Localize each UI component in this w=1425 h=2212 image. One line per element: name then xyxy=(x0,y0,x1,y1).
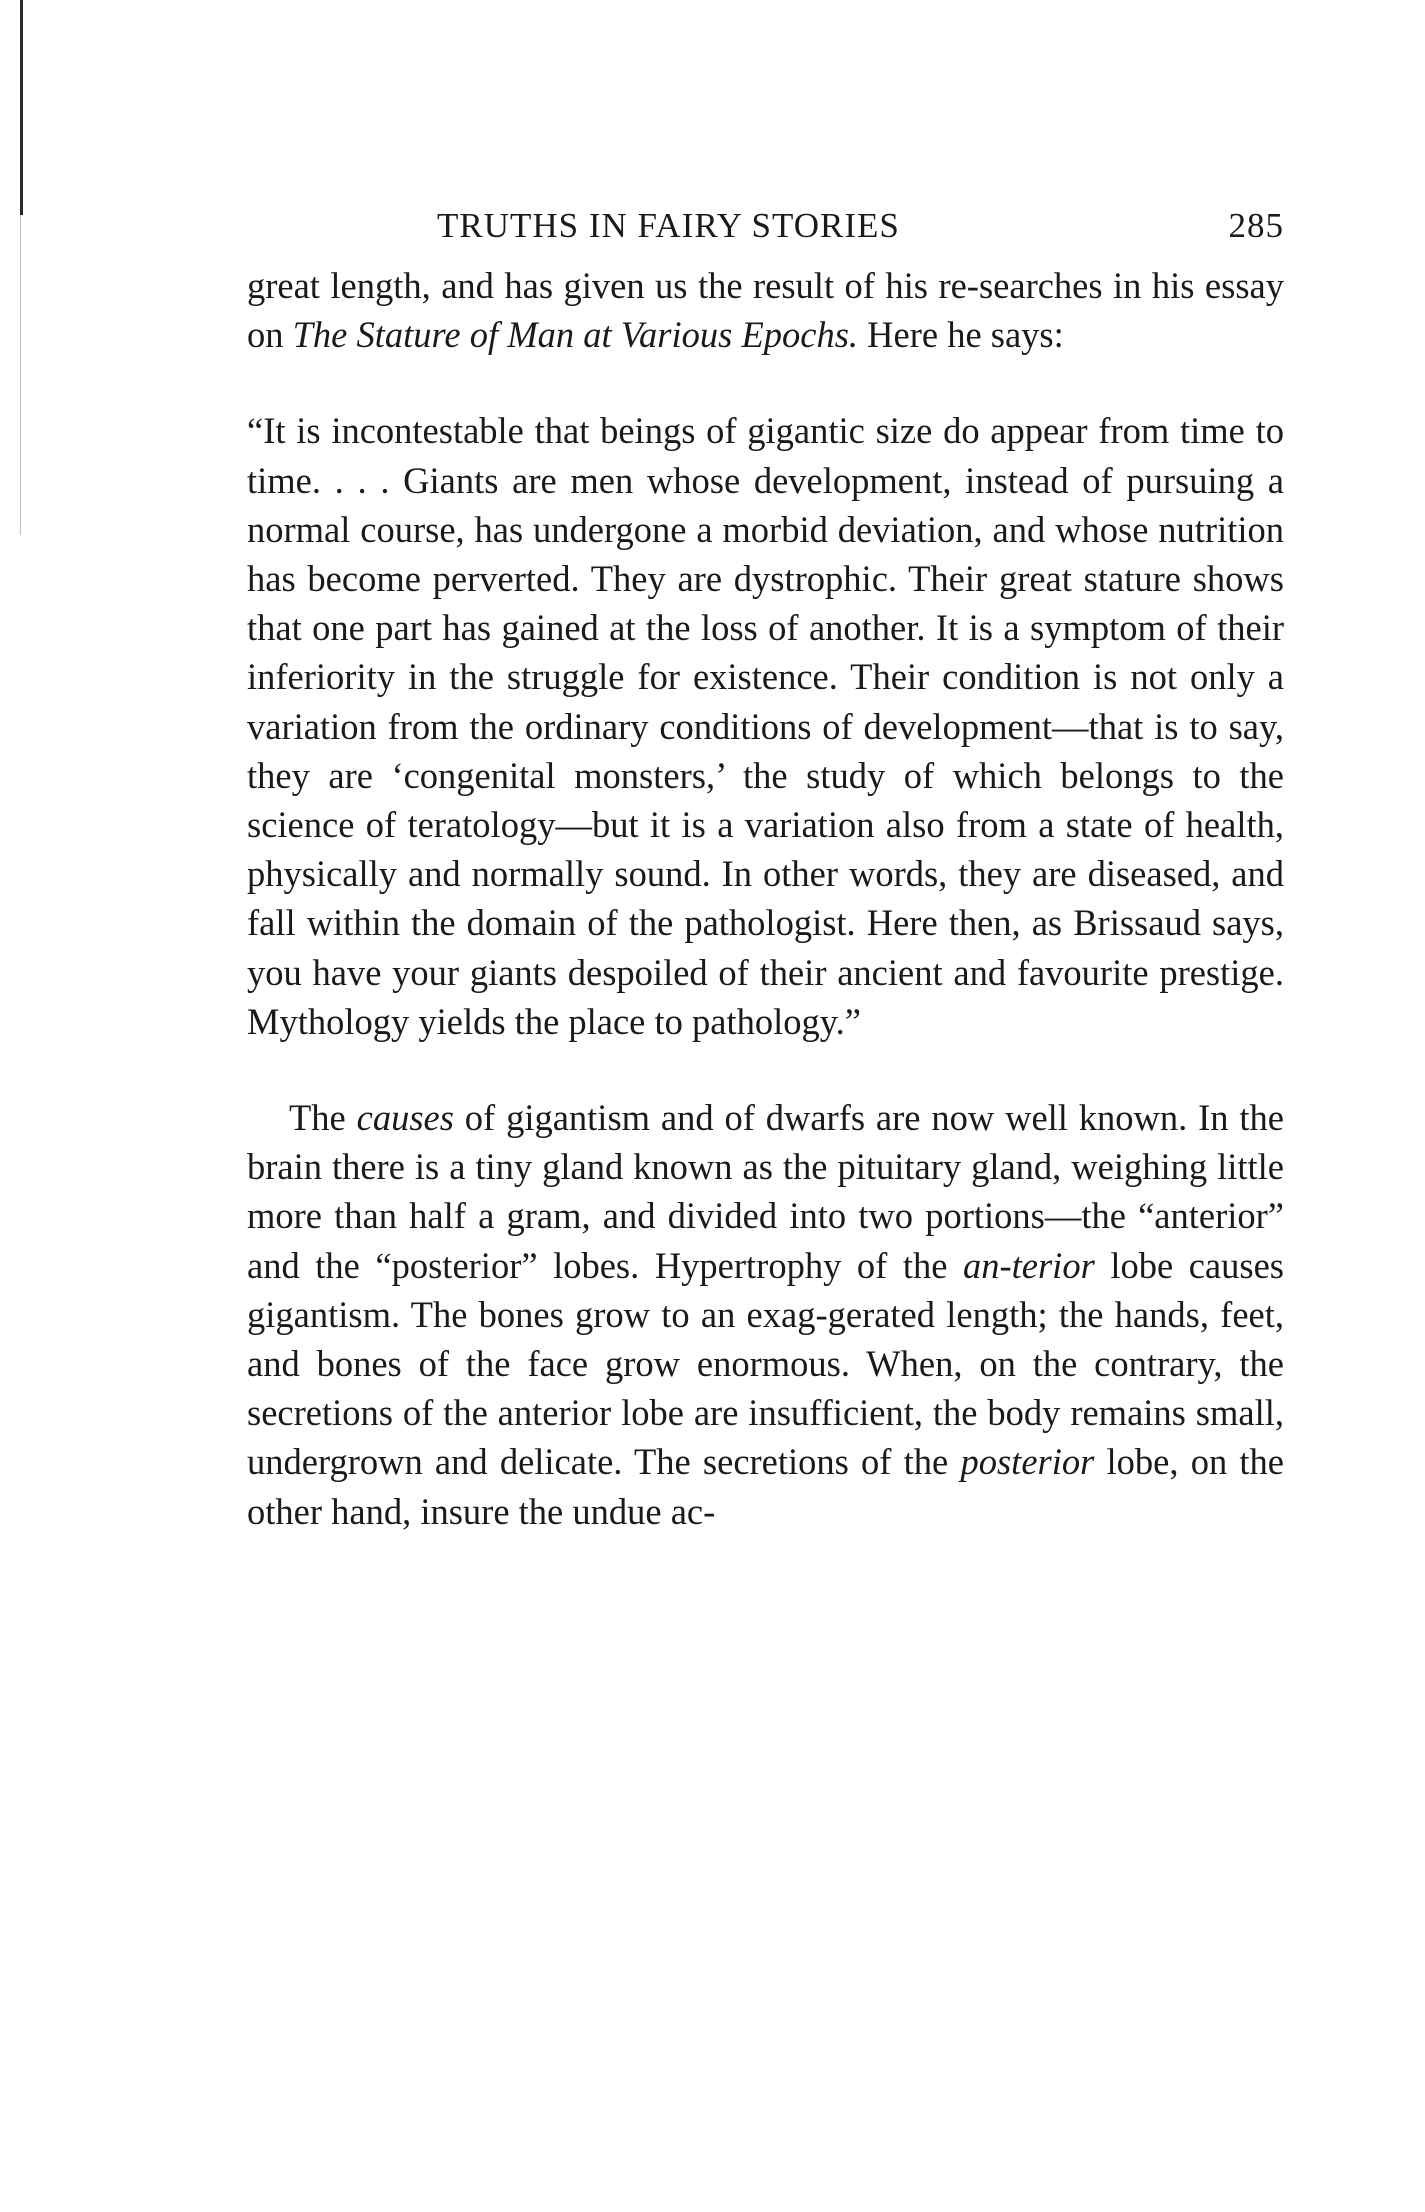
page-edge-line-faint xyxy=(20,215,21,535)
book-page xyxy=(247,206,1284,1536)
body-text xyxy=(247,261,1284,1536)
page-number: 285 xyxy=(1228,206,1284,245)
paragraph-2-text-a: The xyxy=(289,1097,357,1139)
paragraph-2-italic-posterior: posterior xyxy=(960,1441,1095,1483)
paragraph-1 xyxy=(247,261,1284,359)
running-head-title: TRUTHS IN FAIRY STORIES xyxy=(437,206,900,245)
paragraph-2-italic-causes: causes xyxy=(356,1097,454,1139)
paragraph-2-text-c: lobe causes gigantism. The bones grow to an exag-gerated length; the hands, feet, and bones of the face grow enormous. When, on the contrary, the secretions of the anterior lobe are insufficient, the body remains small, undergrown and delicate. The secretions of the xyxy=(247,1244,1284,1483)
paragraph-2-text-b: of gigantism and of dwarfs are now well known. In the brain there is a tiny gland known as the pituitary gland, weighing little more than half a gram, and divided into two portions—the “anterior” and the “posterior” lobes. Hypertrophy of the xyxy=(247,1097,1285,1286)
paragraph-2-italic-anterior: an-terior xyxy=(962,1244,1095,1286)
paragraph-1-essay-title: The Stature of Man at Various Epochs. xyxy=(292,314,859,356)
paragraph-2 xyxy=(247,1093,1284,1536)
paragraph-1-text-a: great length, and has given us the result of his re-searches in his essay on xyxy=(247,265,1284,356)
paragraph-1-text-b: Here he says: xyxy=(858,314,1064,356)
paragraph-2-text-d: lobe, on the other hand, insure the undue ac- xyxy=(247,1441,1284,1532)
block-quote: “It is incontestable that beings of gigantic size do appear from time to time. . . . Giants are men whose development, instead of pursuing a normal course, has undergone a morbid deviation, and whose nutrition has become perverted. They are dystrophic. Their great stature shows that one part has gained at the loss of another. It is a symptom of their inferiority in the struggle for existence. Their condition is not only a variation from the ordinary conditions of development—that is to say, they are ‘congenital monsters,’ the study of which belongs to the science of teratology—but it is a variation also from a state of health, physically and normally sound. In other words, they are diseased, and fall within the domain of the pathologist. Here then, as Brissaud says, you have your giants despoiled of their ancient and favourite prestige. Mythology yields the place to pathology.” xyxy=(247,410,1284,1042)
running-head xyxy=(247,206,1284,258)
page-edge-line xyxy=(20,0,23,215)
